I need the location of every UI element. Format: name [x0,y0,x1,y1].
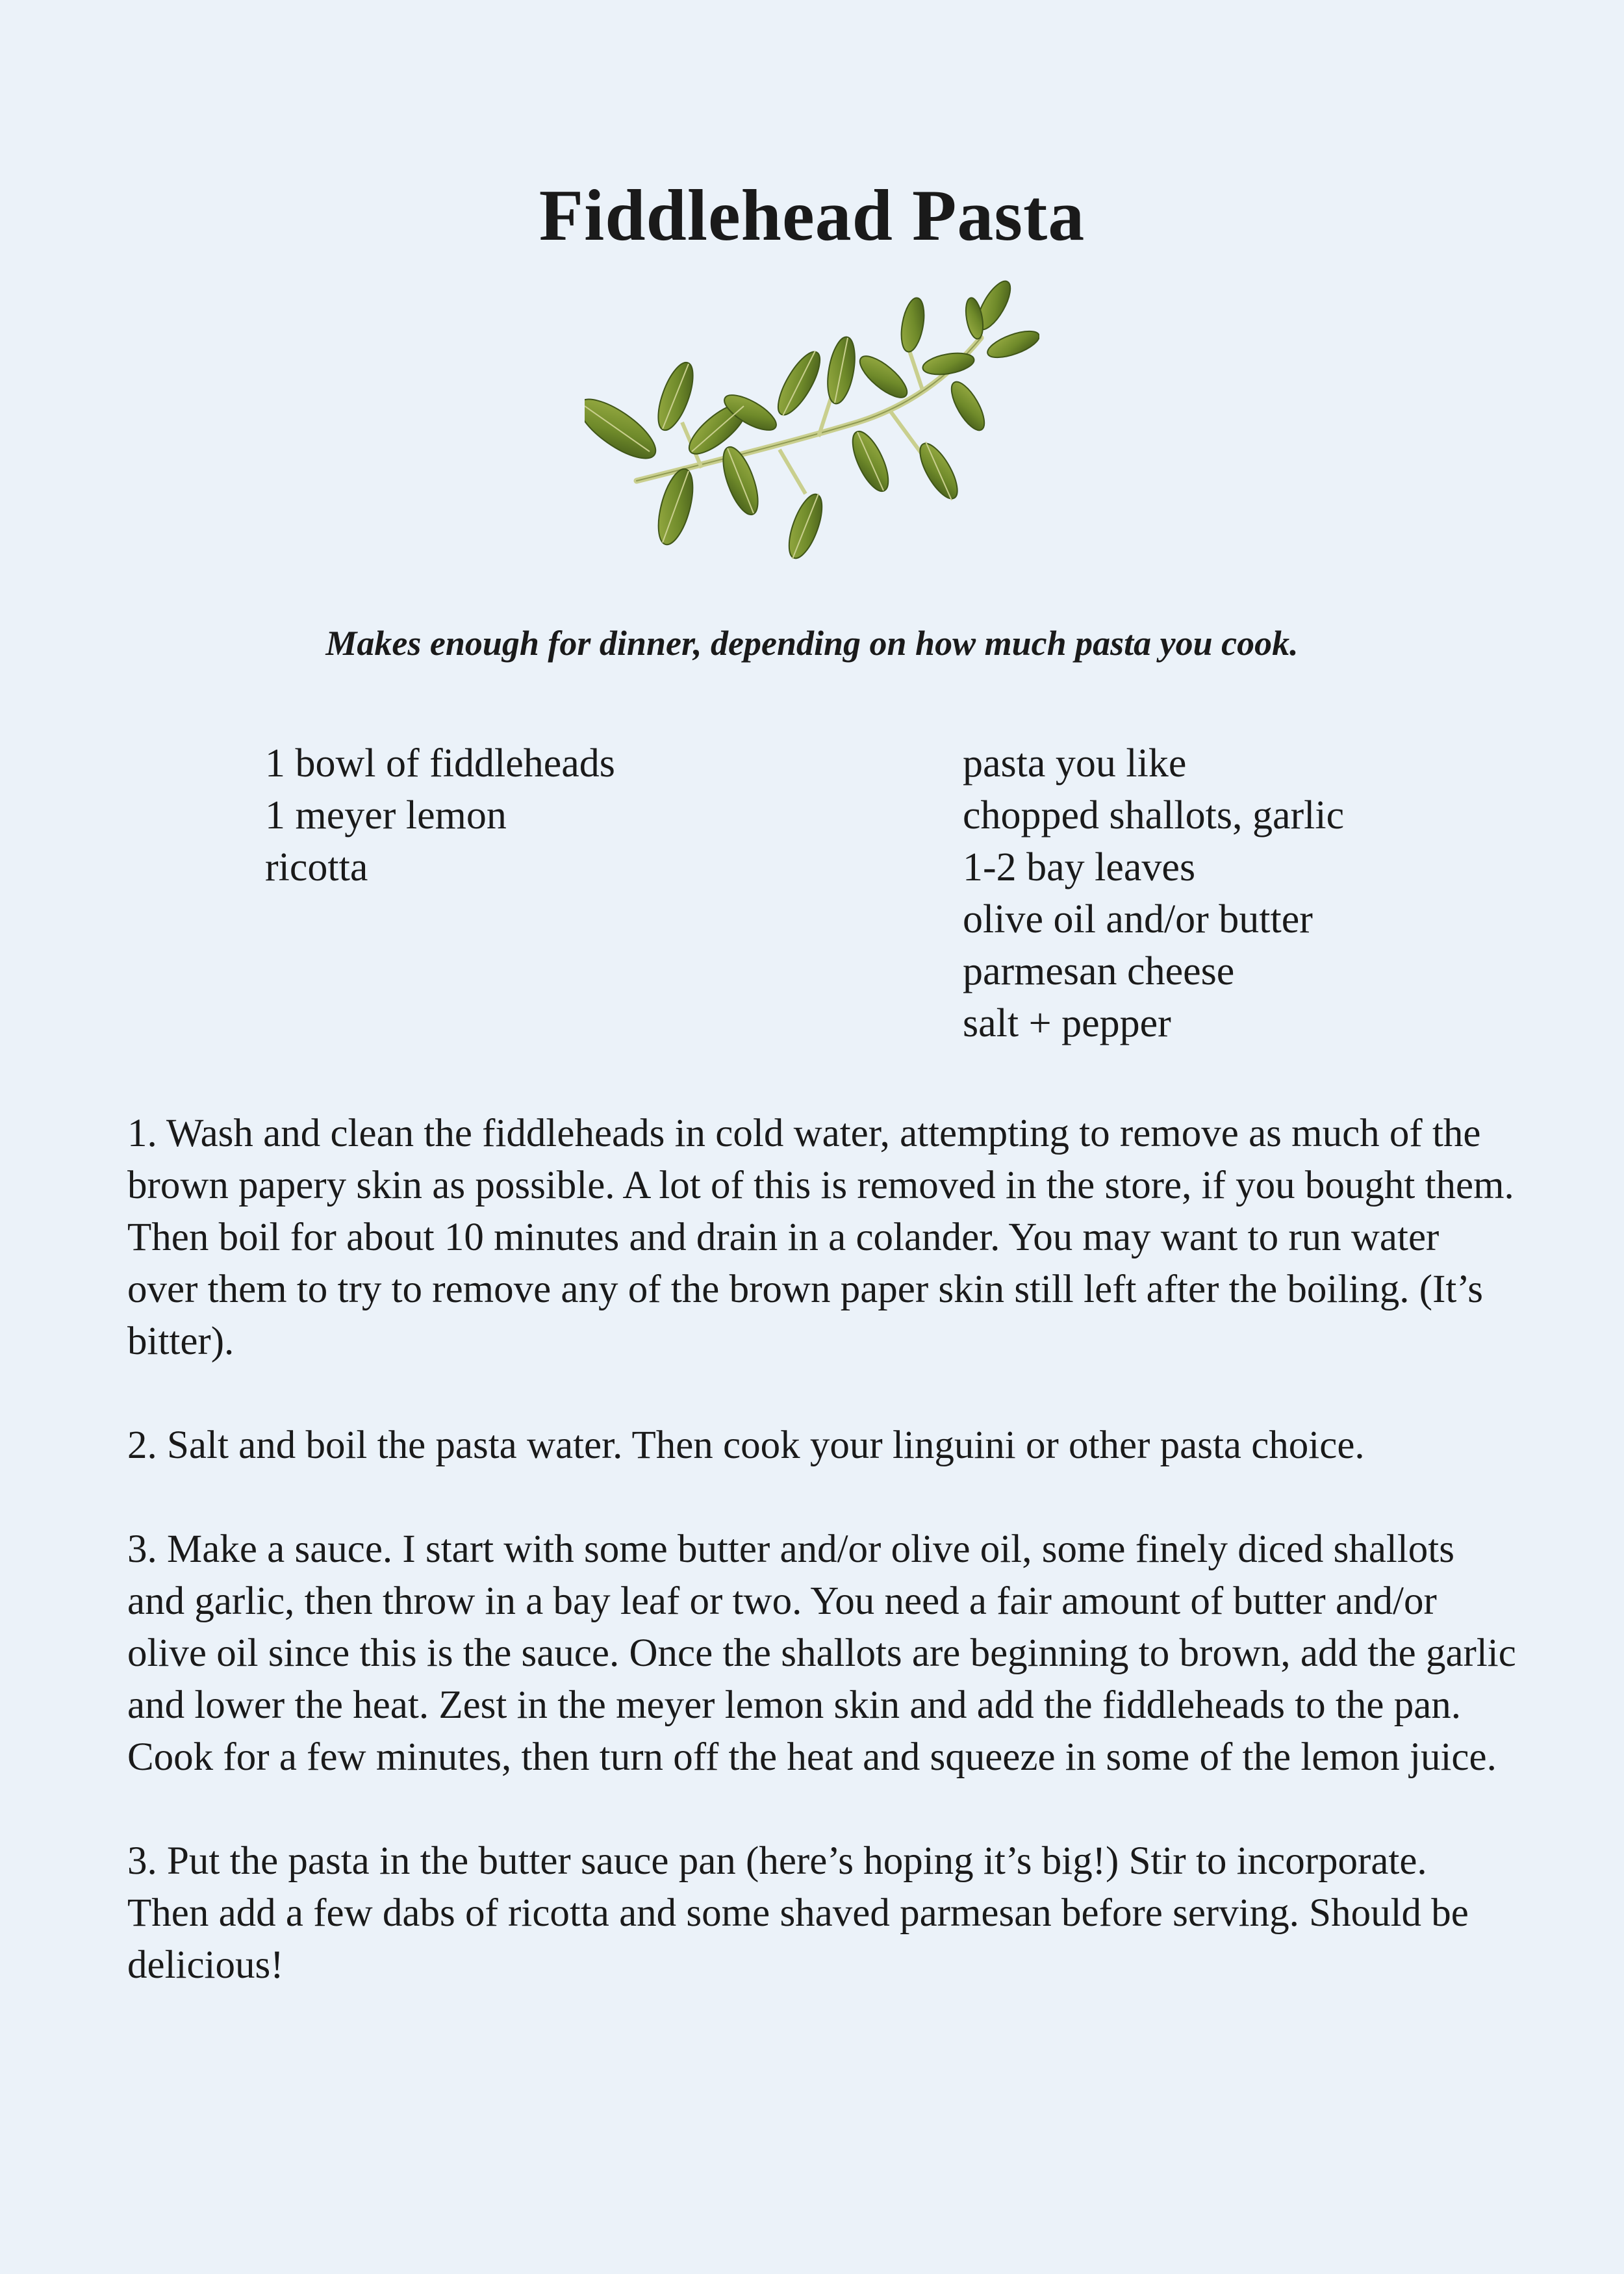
recipe-yield: Makes enough for dinner, depending on how much pasta you cook. [325,624,1299,663]
instruction-step-4: 3. Put the pasta in the butter sauce pan (here’s hoping it’s big!) Stir to incorporate. Then add a few dabs of ricotta and some shaved parmesan before serving. Should be delicious! [127,1839,1469,1987]
ingredient-item: ricotta [265,845,368,889]
ingredient-item: pasta you like [963,741,1187,786]
instruction-step-3: 3. Make a sauce. I start with some butter and/or olive oil, some finely diced shallots and garlic, then throw in a bay leaf or two. You need a fair amount of butter and/or olive oil since this is the sauce. Once the shallots are beginning to brown, add the garlic and lower the heat. Zest in the meyer lemon skin and add the fiddleheads to the pan. Cook for a few minutes, then turn off the heat and squeeze in some of the lemon juice. [127,1527,1516,1779]
ingredients-left-list [265,737,615,893]
ingredient-item: 1 bowl of fiddleheads [265,741,615,786]
instruction-step-1: 1. Wash and clean the fiddleheads in cold water, attempting to remove as much of the brown papery skin as possible. A lot of this is removed in the store, if you bought them. Then boil for about 10 minutes and drain in a colander. You may want to run water over them to try to remove any of the brown paper skin still left after the boiling. (It’s bitter). [127,1112,1514,1363]
herb-sprig-icon [585,266,1039,578]
ingredient-item: 1 meyer lemon [265,793,507,837]
ingredient-item: salt + pepper [963,1001,1171,1045]
instruction-step-2: 2. Salt and boil the pasta water. Then cook your linguini or other pasta choice. [127,1424,1365,1467]
page-title: Fiddlehead Pasta [539,175,1085,256]
ingredient-item: olive oil and/or butter [963,897,1313,941]
ingredients-right-list [963,737,1344,1049]
ingredient-item: parmesan cheese [963,949,1235,993]
ingredient-item: chopped shallots, garlic [963,793,1345,837]
ingredient-item: 1-2 bay leaves [963,845,1196,889]
instructions [127,1108,1517,2043]
